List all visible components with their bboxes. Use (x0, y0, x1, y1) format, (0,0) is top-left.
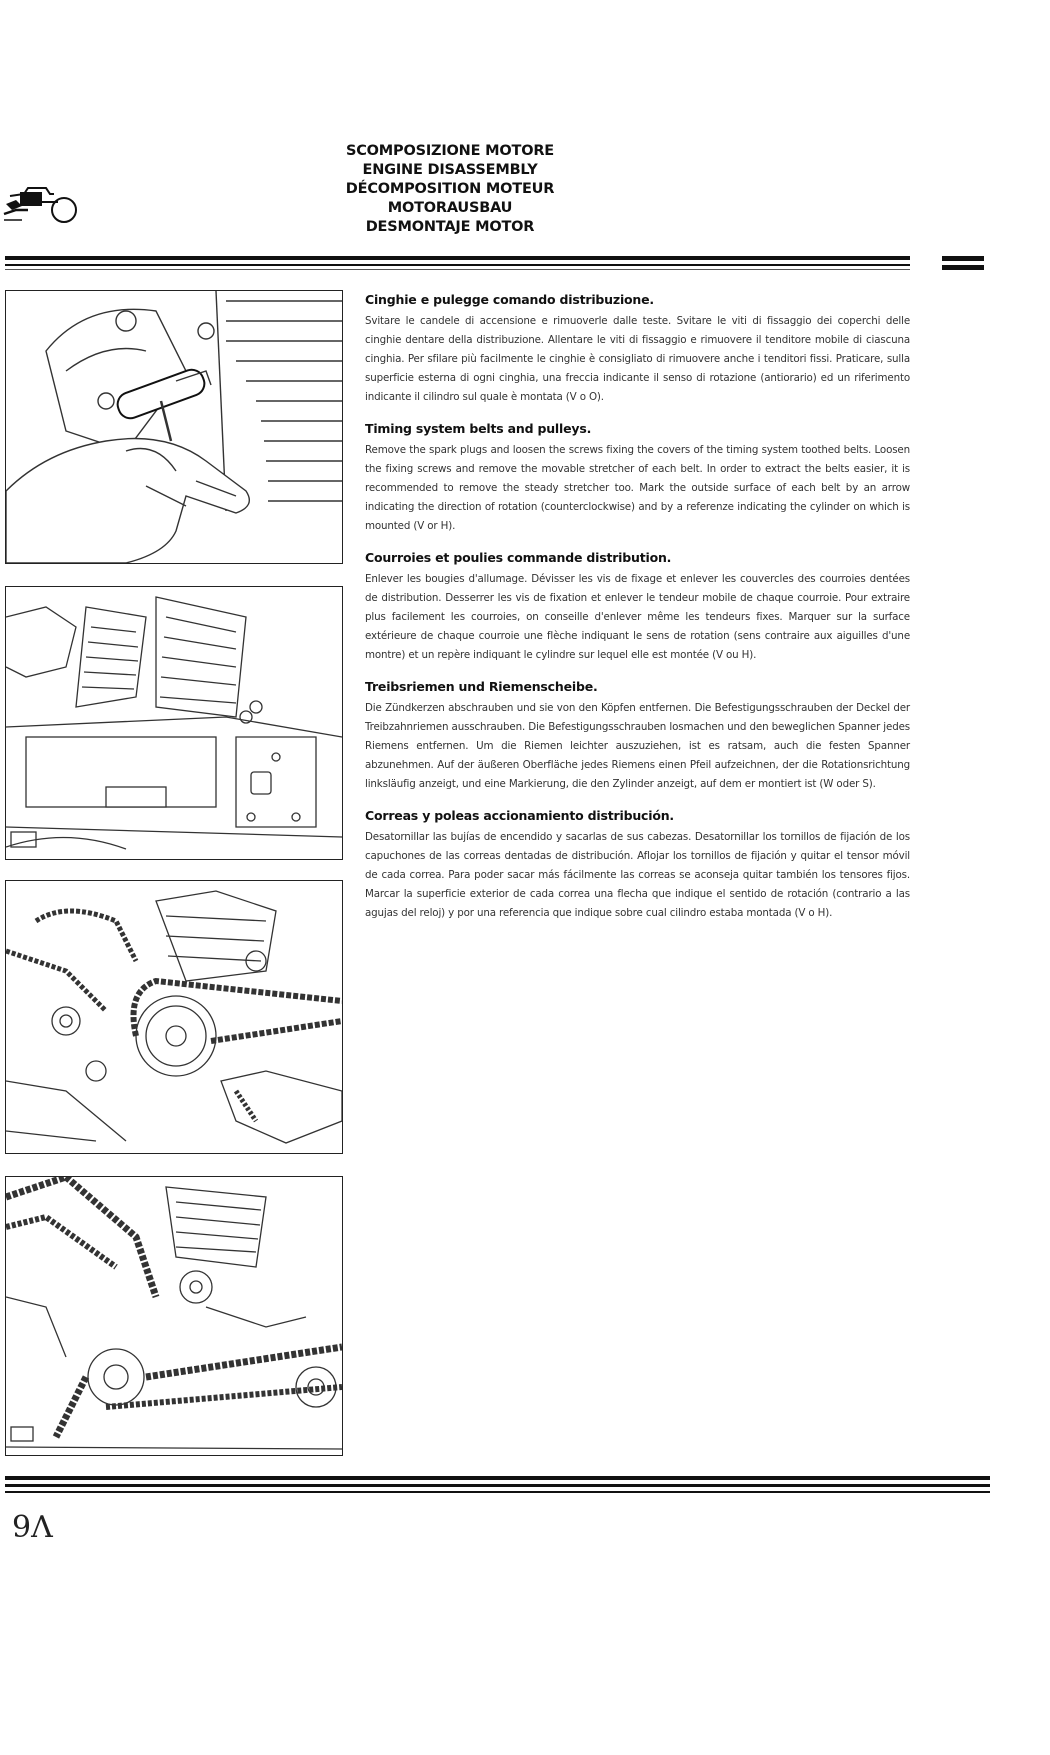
section-french (365, 550, 910, 665)
spark-plug-removal-illustration (5, 290, 343, 564)
title-german: MOTORAUSBAU (387, 200, 513, 216)
header-rule (5, 269, 910, 270)
section-english (365, 421, 910, 536)
section-german (365, 679, 910, 794)
timing-belts-assembly-illustration (5, 1176, 343, 1456)
section-spanish (365, 808, 910, 923)
footer-rule (5, 1484, 990, 1487)
header-rule (5, 256, 910, 260)
section-title: Cinghie e pulegge comando distribuzione. (365, 292, 654, 307)
section-body: Remove the spark plugs and loosen the screws fixing the covers of the timing system toothed belts. Loosen the fixing screws and remove the movable stretcher of each belt. In order to extract the belts easier, it is recommended to remove the steady stretcher too. Mark the outside surface of each belt by an arrow indicating the direction of rotation (counterclockwise) and by a referenze indicating the cylinder on which is mounted (V or H). (365, 444, 910, 532)
section-body: Svitare le candele di accensione e rimuoverle dalle teste. Svitare le viti di fissaggio dei coperchi delle cinghie dentare della distribuzione. Allentare le viti di fissaggio e rimuovere il tenditore mobile di ciascuna cinghia. Per sfilare più facilmente le cinghie è consigliato di rimuovere anche i tenditori fissi. Praticare, sulla superficie esterna di ogni cinghia, una freccia indicante il senso di rotazione (antiorario) ed un riferimento indicante il cilindro sul quale è montata (V o O). (365, 315, 910, 403)
title-spanish: DESMONTAJE MOTOR (365, 219, 535, 235)
instructions-column (365, 292, 910, 937)
footer-rule (5, 1476, 990, 1480)
header-titles (320, 142, 580, 237)
title-italian: SCOMPOSIZIONE MOTORE (346, 143, 554, 159)
header-dash-mark (942, 256, 984, 261)
section-title: Treibsriemen und Riemenscheibe. (365, 679, 598, 694)
title-english: ENGINE DISASSEMBLY (362, 162, 538, 178)
motorcycle-logo-icon (2, 180, 82, 230)
footer-rule (5, 1491, 990, 1493)
section-body: Desatornillar las bujías de encendido y sacarlas de sus cabezas. Desatornillar los tornillos de fijación de los capuchones de las correas dentadas de distribución. Aflojar los tornillos de fijación y quitar el tensor móvil de cada correa. Para poder sacar más fácilmente las correas se aconseja quitar también los tensores fijos. Marcar la superficie exterior de cada correa una flecha que indique el sentido de rotación (contrario a las agujas del reloj) y por una referencia que indique sobre cual cilindro estaba montada (V o H). (365, 831, 910, 919)
page-number: 9Λ (12, 1510, 53, 1545)
title-french: DÉCOMPOSITION MOTEUR (345, 181, 555, 197)
timing-belt-pulley-illustration (5, 880, 343, 1154)
engine-side-view-illustration (5, 586, 343, 860)
section-italian (365, 292, 910, 407)
section-body: Enlever les bougies d'allumage. Dévisser les vis de fixage et enlever les couvercles des courroies dentées de distribution. Desserrer les vis de fixation et enlever le tendeur mobile de chaque courroie. Pour extraire plus facilement les courroies, on conseille d'enlever même les tendeurs fixes. Marquer sur la surface extérieure de chaque courroie une flèche indiquant le sens de rotation (sens contraire aux aiguilles d'une montre) et un repère indiquant le cylindre sur lequel elle est montée (V ou H). (365, 573, 910, 661)
section-title: Courroies et poulies commande distribution. (365, 550, 672, 565)
header-rule (5, 264, 910, 266)
section-title: Correas y poleas accionamiento distribución. (365, 808, 674, 823)
section-title: Timing system belts and pulleys. (365, 421, 592, 436)
section-body: Die Zündkerzen abschrauben und sie von den Köpfen entfernen. Die Befestigungsschrauben der Deckel der Treibzahnriemen ausschrauben. Die Befestigungsschrauben losmachen und den beweglichen Spanner jedes Riemens entfernen. Um die Riemen leichter auszuziehen, ist es ratsam, auch die festen Spanner abzunehmen. Auf der äußeren Oberfläche jedes Riemens einen Pfeil aufzeichnen, der die Rotationsrichtung linksläufig anzeigt, und eine Markierung, die den Zylinder anzeigt, auf dem er montiert ist (W oder S). (365, 702, 910, 790)
header-dash-mark (942, 265, 984, 270)
